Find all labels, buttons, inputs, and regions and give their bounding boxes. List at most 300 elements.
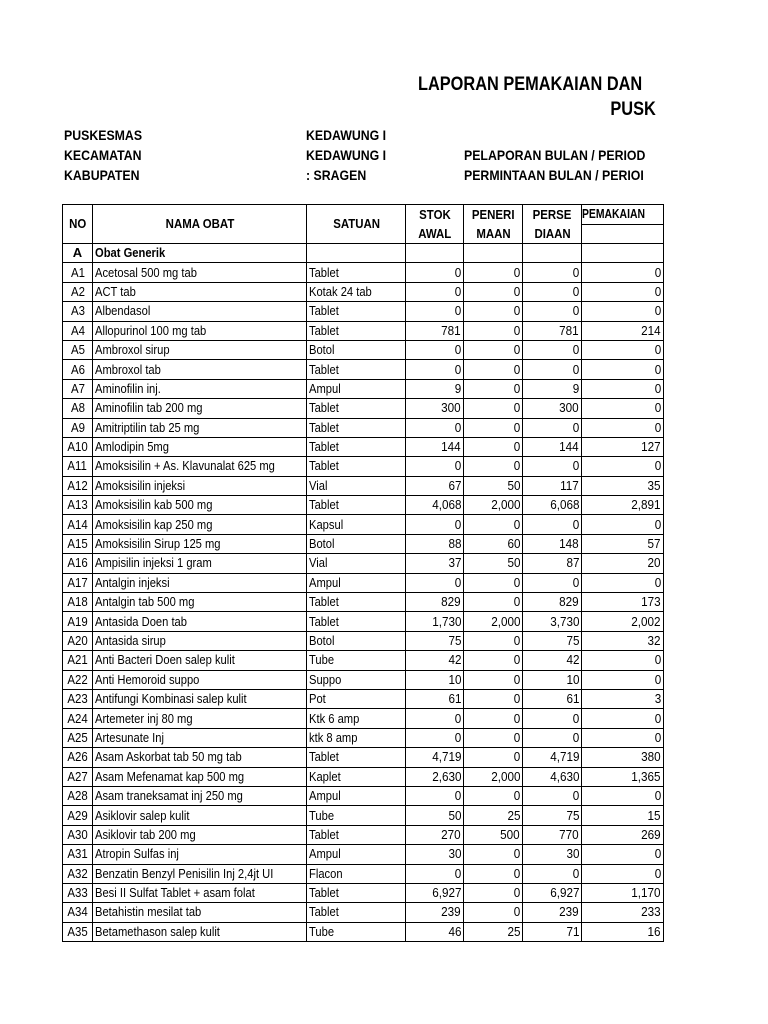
cell-persediaan: 0 <box>523 282 582 301</box>
cell-name: Aminofilin inj. <box>93 379 307 398</box>
cell-no: A2 <box>63 282 93 301</box>
cell-stok-awal: 46 <box>406 922 464 941</box>
col-header-no: NO <box>63 205 93 244</box>
cell-persediaan: 6,927 <box>523 883 582 902</box>
meta-value: KEDAWUNG I <box>306 147 387 163</box>
cell-persediaan: 0 <box>523 302 582 321</box>
table-row <box>63 709 664 728</box>
cell-name: Anti Hemoroid suppo <box>93 670 307 689</box>
cell-stok-awal: 829 <box>406 593 464 612</box>
cell-pemakaian: 0 <box>582 651 664 670</box>
cell-no: A13 <box>63 496 93 515</box>
cell-name: ACT tab <box>93 282 307 301</box>
cell-pemakaian: 0 <box>582 399 664 418</box>
meta-label: PUSKESMAS <box>64 127 143 143</box>
cell-unit: Ktk 6 amp <box>307 709 406 728</box>
cell-persediaan: 239 <box>523 903 582 922</box>
cell-persediaan: 4,630 <box>523 767 582 786</box>
report-title: LAPORAN PEMAKAIAN DAN <box>418 74 643 95</box>
table-row <box>63 282 664 301</box>
cell-persediaan: 0 <box>523 418 582 437</box>
cell-name: Asiklovir salep kulit <box>93 806 307 825</box>
table-row <box>63 825 664 844</box>
cell-penerimaan: 0 <box>464 263 523 282</box>
cell-name: Ambroxol sirup <box>93 340 307 359</box>
meta-label: KECAMATAN <box>64 147 142 163</box>
cell-pemakaian: 0 <box>582 263 664 282</box>
cell-pemakaian: 0 <box>582 418 664 437</box>
cell-stok-awal: 0 <box>406 263 464 282</box>
cell-pemakaian: 0 <box>582 845 664 864</box>
cell-stok-awal: 0 <box>406 728 464 747</box>
table-row <box>63 922 664 941</box>
cell-persediaan: 75 <box>523 806 582 825</box>
cell-no: A8 <box>63 399 93 418</box>
cell-name: Asiklovir tab 200 mg <box>93 825 307 844</box>
page-edge <box>750 0 768 1024</box>
cell-name: Asam Mefenamat kap 500 mg <box>93 767 307 786</box>
cell-persediaan: 42 <box>523 651 582 670</box>
cell-unit: Botol <box>307 631 406 650</box>
table-row <box>63 379 664 398</box>
cell-unit: Suppo <box>307 670 406 689</box>
cell-persediaan: 4,719 <box>523 748 582 767</box>
cell-persediaan: 0 <box>523 728 582 747</box>
cell-persediaan: 0 <box>523 573 582 592</box>
cell-persediaan: 0 <box>523 786 582 805</box>
cell-stok-awal: 0 <box>406 302 464 321</box>
cell-penerimaan: 0 <box>464 631 523 650</box>
cell-no: A17 <box>63 573 93 592</box>
table-row <box>63 786 664 805</box>
cell-unit: Tablet <box>307 302 406 321</box>
cell-persediaan: 117 <box>523 476 582 495</box>
cell-name: Antalgin injeksi <box>93 573 307 592</box>
cell-stok-awal: 37 <box>406 554 464 573</box>
cell-penerimaan: 0 <box>464 360 523 379</box>
cell-name: Besi II Sulfat Tablet + asam folat <box>93 883 307 902</box>
cell-name: Amoksisilin kap 250 mg <box>93 515 307 534</box>
cell-no: A9 <box>63 418 93 437</box>
cell-persediaan: 770 <box>523 825 582 844</box>
cell-name: Ambroxol tab <box>93 360 307 379</box>
cell-unit: Ampul <box>307 573 406 592</box>
cell-name: Artesunate Inj <box>93 728 307 747</box>
table-row <box>63 864 664 883</box>
meta-value: KEDAWUNG I <box>306 127 387 143</box>
table-row <box>63 883 664 902</box>
cell-no: A30 <box>63 825 93 844</box>
cell-unit: Tablet <box>307 418 406 437</box>
cell-penerimaan: 0 <box>464 302 523 321</box>
cell-penerimaan: 0 <box>464 864 523 883</box>
cell-stok-awal: 10 <box>406 670 464 689</box>
cell-unit: Ampul <box>307 379 406 398</box>
meta-label: KABUPATEN <box>64 167 140 183</box>
cell-unit: Ampul <box>307 845 406 864</box>
cell-stok-awal: 0 <box>406 515 464 534</box>
cell-pemakaian: 0 <box>582 786 664 805</box>
cell-pemakaian: 32 <box>582 631 664 650</box>
cell-pemakaian: 0 <box>582 728 664 747</box>
meta-extra: PELAPORAN BULAN / PERIOD <box>464 147 646 163</box>
cell-penerimaan: 50 <box>464 476 523 495</box>
col-header-stok: STOK <box>406 205 464 225</box>
cell-no: A12 <box>63 476 93 495</box>
cell-no: A33 <box>63 883 93 902</box>
cell-no: A20 <box>63 631 93 650</box>
cell-persediaan: 10 <box>523 670 582 689</box>
cell-no: A25 <box>63 728 93 747</box>
table-row <box>63 496 664 515</box>
cell-persediaan: 6,068 <box>523 496 582 515</box>
cell-stok-awal: 61 <box>406 689 464 708</box>
meta-extra-clip <box>464 165 657 185</box>
table-row <box>63 515 664 534</box>
cell-stok-awal: 0 <box>406 786 464 805</box>
cell-name: Allopurinol 100 mg tab <box>93 321 307 340</box>
table-row <box>63 457 664 476</box>
section-name: Obat Generik <box>93 244 307 263</box>
cell-no: A11 <box>63 457 93 476</box>
cell-penerimaan: 50 <box>464 554 523 573</box>
cell-pemakaian: 380 <box>582 748 664 767</box>
section-code: A <box>63 244 93 263</box>
cell-penerimaan: 0 <box>464 651 523 670</box>
cell-pemakaian: 127 <box>582 437 664 456</box>
report-title-continued: PUSK <box>610 99 656 120</box>
cell-no: A7 <box>63 379 93 398</box>
cell-name: Antasida Doen tab <box>93 612 307 631</box>
cell-stok-awal: 300 <box>406 399 464 418</box>
cell-persediaan: 0 <box>523 360 582 379</box>
table-row <box>63 399 664 418</box>
cell-penerimaan: 0 <box>464 883 523 902</box>
cell-persediaan: 3,730 <box>523 612 582 631</box>
table-row <box>63 302 664 321</box>
cell-persediaan: 0 <box>523 340 582 359</box>
header-row <box>63 205 664 225</box>
cell-stok-awal: 0 <box>406 573 464 592</box>
cell-unit: Tube <box>307 651 406 670</box>
cell-penerimaan: 0 <box>464 340 523 359</box>
cell-persediaan: 0 <box>523 263 582 282</box>
cell-pemakaian: 2,891 <box>582 496 664 515</box>
cell-pemakaian: 15 <box>582 806 664 825</box>
table-row <box>63 903 664 922</box>
cell-stok-awal: 0 <box>406 457 464 476</box>
cell-unit: Tablet <box>307 263 406 282</box>
col-header-stok-2: AWAL <box>406 224 464 244</box>
cell-unit: Tablet <box>307 825 406 844</box>
cell-name: Amoksisilin injeksi <box>93 476 307 495</box>
cell-persediaan: 71 <box>523 922 582 941</box>
col-header-pemakaian: PEMAKAIAN <box>582 205 664 225</box>
cell-name: Aminofilin tab 200 mg <box>93 399 307 418</box>
col-header-persediaan-2: DIAAN <box>523 224 582 244</box>
cell-pemakaian: 0 <box>582 709 664 728</box>
cell-unit: Tablet <box>307 903 406 922</box>
cell-penerimaan: 0 <box>464 786 523 805</box>
cell-pemakaian: 16 <box>582 922 664 941</box>
cell-no: A23 <box>63 689 93 708</box>
table-row <box>63 534 664 553</box>
cell-unit: Tablet <box>307 321 406 340</box>
table-row <box>63 845 664 864</box>
cell-name: Amoksisilin + As. Klavunalat 625 mg <box>93 457 307 476</box>
cell-unit: Tablet <box>307 593 406 612</box>
cell-unit: Tablet <box>307 360 406 379</box>
cell-unit: Tablet <box>307 457 406 476</box>
cell-name: Acetosal 500 mg tab <box>93 263 307 282</box>
table-row <box>63 263 664 282</box>
cell-no: A35 <box>63 922 93 941</box>
cell-no: A32 <box>63 864 93 883</box>
cell-unit: Flacon <box>307 864 406 883</box>
cell-no: A19 <box>63 612 93 631</box>
table-row <box>63 321 664 340</box>
cell-unit: Tablet <box>307 399 406 418</box>
cell-no: A10 <box>63 437 93 456</box>
cell-persediaan: 0 <box>523 457 582 476</box>
cell-stok-awal: 239 <box>406 903 464 922</box>
cell-persediaan: 9 <box>523 379 582 398</box>
table-row <box>63 340 664 359</box>
cell-penerimaan: 0 <box>464 282 523 301</box>
cell-no: A14 <box>63 515 93 534</box>
cell-no: A22 <box>63 670 93 689</box>
table-row <box>63 593 664 612</box>
cell-stok-awal: 67 <box>406 476 464 495</box>
cell-stok-awal: 0 <box>406 418 464 437</box>
cell-pemakaian: 57 <box>582 534 664 553</box>
cell-stok-awal: 2,630 <box>406 767 464 786</box>
cell-no: A24 <box>63 709 93 728</box>
cell-stok-awal: 0 <box>406 360 464 379</box>
table-row <box>63 437 664 456</box>
cell-unit: Botol <box>307 340 406 359</box>
cell-pemakaian: 3 <box>582 689 664 708</box>
cell-stok-awal: 42 <box>406 651 464 670</box>
cell-penerimaan: 0 <box>464 709 523 728</box>
cell-name: Betamethason salep kulit <box>93 922 307 941</box>
cell-pemakaian: 20 <box>582 554 664 573</box>
cell-unit: Tube <box>307 806 406 825</box>
cell-penerimaan: 0 <box>464 573 523 592</box>
cell-name: Antifungi Kombinasi salep kulit <box>93 689 307 708</box>
cell-stok-awal: 0 <box>406 340 464 359</box>
cell-unit: Tablet <box>307 612 406 631</box>
cell-name: Antasida sirup <box>93 631 307 650</box>
cell-name: Amitriptilin tab 25 mg <box>93 418 307 437</box>
cell-no: A18 <box>63 593 93 612</box>
cell-pemakaian: 269 <box>582 825 664 844</box>
cell-persediaan: 300 <box>523 399 582 418</box>
cell-penerimaan: 0 <box>464 748 523 767</box>
cell-stok-awal: 144 <box>406 437 464 456</box>
cell-persediaan: 0 <box>523 864 582 883</box>
cell-persediaan: 0 <box>523 515 582 534</box>
cell-stok-awal: 6,927 <box>406 883 464 902</box>
cell-pemakaian: 0 <box>582 302 664 321</box>
cell-penerimaan: 0 <box>464 515 523 534</box>
cell-no: A16 <box>63 554 93 573</box>
cell-penerimaan: 0 <box>464 457 523 476</box>
cell-penerimaan: 2,000 <box>464 767 523 786</box>
cell-penerimaan: 0 <box>464 845 523 864</box>
cell-persediaan: 781 <box>523 321 582 340</box>
cell-name: Benzatin Benzyl Penisilin Inj 2,4jt UI <box>93 864 307 883</box>
cell-no: A1 <box>63 263 93 282</box>
cell-pemakaian: 0 <box>582 515 664 534</box>
cell-no: A6 <box>63 360 93 379</box>
cell-penerimaan: 500 <box>464 825 523 844</box>
cell-persediaan: 0 <box>523 709 582 728</box>
cell-unit: Tablet <box>307 496 406 515</box>
cell-stok-awal: 50 <box>406 806 464 825</box>
cell-pemakaian: 233 <box>582 903 664 922</box>
table-row <box>63 360 664 379</box>
cell-no: A3 <box>63 302 93 321</box>
cell-name: Asam Askorbat tab 50 mg tab <box>93 748 307 767</box>
cell-stok-awal: 781 <box>406 321 464 340</box>
table-row <box>63 651 664 670</box>
section-row <box>63 244 664 263</box>
col-header-persediaan: PERSE <box>523 205 582 225</box>
cell-no: A4 <box>63 321 93 340</box>
meta-value: : SRAGEN <box>306 167 367 183</box>
table-row <box>63 806 664 825</box>
cell-pemakaian: 0 <box>582 864 664 883</box>
cell-no: A31 <box>63 845 93 864</box>
cell-penerimaan: 0 <box>464 379 523 398</box>
cell-unit: Tube <box>307 922 406 941</box>
cell-stok-awal: 0 <box>406 864 464 883</box>
cell-pemakaian: 2,002 <box>582 612 664 631</box>
cell-unit: Tablet <box>307 748 406 767</box>
cell-penerimaan: 25 <box>464 806 523 825</box>
cell-persediaan: 829 <box>523 593 582 612</box>
cell-no: A27 <box>63 767 93 786</box>
cell-unit: Ampul <box>307 786 406 805</box>
cell-penerimaan: 0 <box>464 689 523 708</box>
col-header-penerimaan-2: MAAN <box>464 224 523 244</box>
cell-penerimaan: 0 <box>464 437 523 456</box>
cell-stok-awal: 75 <box>406 631 464 650</box>
cell-no: A15 <box>63 534 93 553</box>
cell-unit: ktk 8 amp <box>307 728 406 747</box>
cell-unit: Botol <box>307 534 406 553</box>
cell-stok-awal: 4,719 <box>406 748 464 767</box>
table-row <box>63 767 664 786</box>
cell-stok-awal: 0 <box>406 282 464 301</box>
cell-penerimaan: 0 <box>464 728 523 747</box>
cell-no: A26 <box>63 748 93 767</box>
cell-name: Ampisilin injeksi 1 gram <box>93 554 307 573</box>
cell-pemakaian: 214 <box>582 321 664 340</box>
cell-no: A29 <box>63 806 93 825</box>
cell-name: Anti Bacteri Doen salep kulit <box>93 651 307 670</box>
cell-persediaan: 30 <box>523 845 582 864</box>
cell-penerimaan: 0 <box>464 321 523 340</box>
cell-unit: Kapsul <box>307 515 406 534</box>
cell-persediaan: 75 <box>523 631 582 650</box>
drug-usage-table <box>62 204 664 942</box>
table-row <box>63 573 664 592</box>
table-row <box>63 612 664 631</box>
col-header-unit: SATUAN <box>307 205 406 244</box>
cell-name: Antalgin tab 500 mg <box>93 593 307 612</box>
cell-persediaan: 87 <box>523 554 582 573</box>
cell-pemakaian: 35 <box>582 476 664 495</box>
cell-pemakaian: 0 <box>582 457 664 476</box>
cell-penerimaan: 0 <box>464 593 523 612</box>
col-header-pemakaian-2 <box>582 224 664 244</box>
table-row <box>63 476 664 495</box>
cell-unit: Vial <box>307 476 406 495</box>
cell-pemakaian: 0 <box>582 379 664 398</box>
cell-penerimaan: 25 <box>464 922 523 941</box>
cell-pemakaian: 173 <box>582 593 664 612</box>
table-row <box>63 631 664 650</box>
cell-pemakaian: 0 <box>582 670 664 689</box>
cell-persediaan: 61 <box>523 689 582 708</box>
cell-pemakaian: 1,365 <box>582 767 664 786</box>
cell-penerimaan: 2,000 <box>464 612 523 631</box>
meta-extra: PERMINTAAN BULAN / PERIOI <box>464 167 644 183</box>
table-row <box>63 418 664 437</box>
cell-unit: Pot <box>307 689 406 708</box>
cell-unit: Kotak 24 tab <box>307 282 406 301</box>
cell-unit: Kaplet <box>307 767 406 786</box>
cell-no: A34 <box>63 903 93 922</box>
cell-pemakaian: 0 <box>582 573 664 592</box>
cell-stok-awal: 270 <box>406 825 464 844</box>
table-row <box>63 748 664 767</box>
table-row <box>63 554 664 573</box>
cell-stok-awal: 30 <box>406 845 464 864</box>
cell-stok-awal: 88 <box>406 534 464 553</box>
cell-name: Albendasol <box>93 302 307 321</box>
table-row <box>63 728 664 747</box>
cell-no: A21 <box>63 651 93 670</box>
cell-penerimaan: 0 <box>464 418 523 437</box>
cell-unit: Tablet <box>307 883 406 902</box>
cell-persediaan: 148 <box>523 534 582 553</box>
cell-penerimaan: 2,000 <box>464 496 523 515</box>
col-header-name: NAMA OBAT <box>93 205 307 244</box>
cell-stok-awal: 0 <box>406 709 464 728</box>
cell-stok-awal: 1,730 <box>406 612 464 631</box>
cell-name: Amoksisilin kab 500 mg <box>93 496 307 515</box>
cell-name: Asam traneksamat inj 250 mg <box>93 786 307 805</box>
cell-name: Amlodipin 5mg <box>93 437 307 456</box>
cell-unit: Vial <box>307 554 406 573</box>
cell-no: A5 <box>63 340 93 359</box>
cell-pemakaian: 0 <box>582 360 664 379</box>
cell-no: A28 <box>63 786 93 805</box>
cell-name: Betahistin mesilat tab <box>93 903 307 922</box>
cell-penerimaan: 0 <box>464 399 523 418</box>
cell-name: Amoksisilin Sirup 125 mg <box>93 534 307 553</box>
cell-pemakaian: 0 <box>582 282 664 301</box>
cell-unit: Tablet <box>307 437 406 456</box>
cell-penerimaan: 60 <box>464 534 523 553</box>
cell-pemakaian: 0 <box>582 340 664 359</box>
meta-extra-clip <box>464 145 657 165</box>
cell-name: Artemeter inj 80 mg <box>93 709 307 728</box>
cell-pemakaian: 1,170 <box>582 883 664 902</box>
